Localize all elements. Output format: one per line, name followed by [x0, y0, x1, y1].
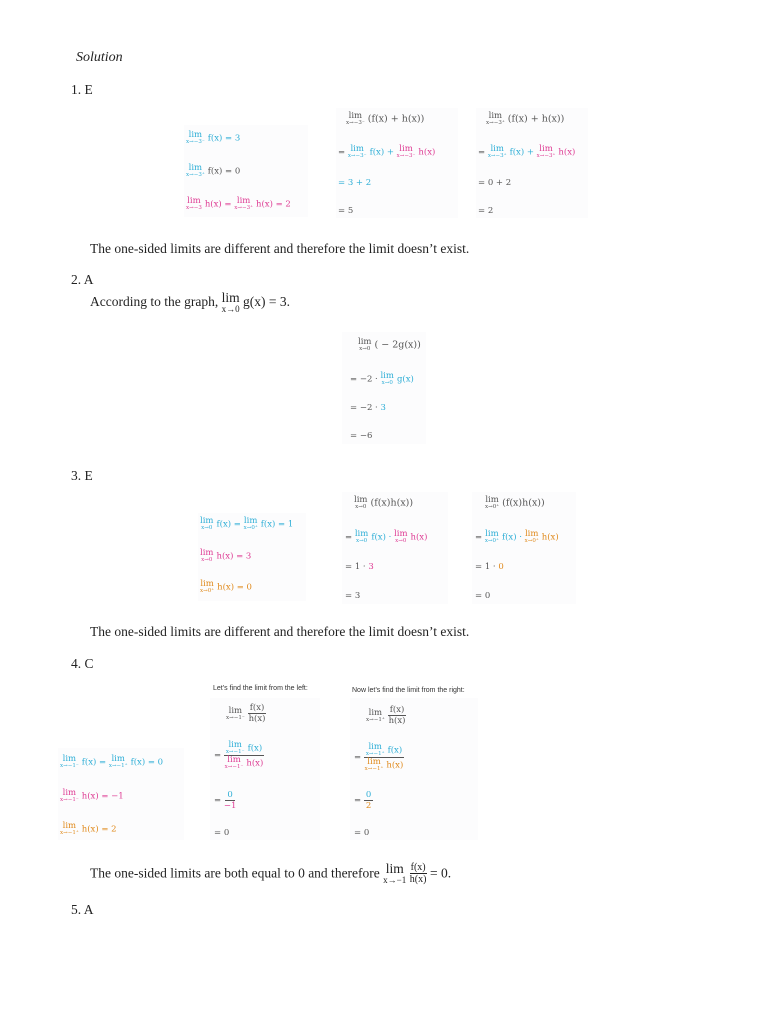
- q1-given-line-2: lim x→−3⁺ f(x) = 0: [186, 163, 241, 178]
- q4-left-header: Let’s find the limit from the left:: [213, 685, 308, 692]
- q4-left-step-3: = 0: [214, 828, 230, 838]
- q3-given-line-3: lim x→0⁺ h(x) = 0: [200, 579, 252, 594]
- answer-4-label: 4. C: [71, 656, 94, 671]
- q3-right-step-2: = 1 · 0: [475, 562, 504, 572]
- q1-left-step-3: = 5: [338, 206, 354, 216]
- q2-intro: According to the graph, lim x→0 g(x) = 3.: [90, 290, 290, 314]
- answer-3-label: 3. E: [71, 468, 93, 483]
- q4-right-head: lim x→−1⁺ $\frac{f(x)}{h(x)}$: [366, 705, 406, 726]
- q1-right-head: lim x→−3⁺ (f(x) + h(x)): [486, 111, 565, 126]
- q3-left-step-1: = lim x→0 f(x) · lim x→0 h(x): [345, 529, 428, 544]
- q3-left-head: lim x→0 (f(x)h(x)): [354, 495, 414, 510]
- q3-right-step-3: = 0: [475, 591, 491, 601]
- q3-left-step-2: = 1 · 3: [345, 562, 374, 572]
- q4-right-header: Now let’s find the limit from the right:: [352, 687, 465, 694]
- answer-1-label: 1. E: [71, 82, 93, 97]
- q4-left-step-2: = $\frac{0}{-1}$: [214, 790, 237, 811]
- q1-left-step-2: = 3 + 2: [338, 178, 372, 188]
- q2-step-2: = −2 · 3: [350, 403, 386, 413]
- q4-left-step-1: = lim x→−1⁻ f(x) lim x→−1⁻ h(x): [214, 740, 264, 770]
- q1-left-step-1: = lim x→−3⁻ f(x) + lim x→−3⁻ h(x): [338, 144, 436, 159]
- q2-step-3: = −6: [350, 431, 373, 441]
- q2-head: lim x→0 ( − 2g(x)): [358, 337, 421, 352]
- q1-given-line-1: lim x→−3⁻ f(x) = 3: [186, 130, 241, 145]
- q2-step-1: = −2 · lim x→0 g(x): [350, 371, 414, 386]
- solution-heading: Solution: [76, 50, 123, 65]
- q3-right-step-1: = lim x→0⁺ f(x) · lim x→0⁺ h(x): [475, 529, 559, 544]
- q4-right-step-1: = lim x→−1⁺ f(x) lim x→−1⁺ h(x): [354, 742, 404, 772]
- answer-5-label: 5. A: [71, 902, 94, 917]
- q3-given-line-1: lim x→0 f(x) = lim x→0⁺ f(x) = 1: [200, 516, 294, 531]
- q3-right-head: lim x→0⁺ (f(x)h(x)): [485, 495, 545, 510]
- q1-given-line-3: lim x→−3 h(x) = lim x→−3⁺ h(x) = 2: [186, 196, 291, 211]
- q1-left-head: lim x→−3⁻ (f(x) + h(x)): [346, 111, 425, 126]
- q4-conclusion: The one-sided limits are both equal to 0 and therefore lim x→−1 $\frac{f(x)}{h(x)}$ = 0.: [90, 860, 452, 885]
- q3-conclusion: The one-sided limits are different and therefore the limit doesn’t exist.: [90, 624, 470, 639]
- q4-given-line-1: lim x→−1⁻ f(x) = lim x→−1⁺ f(x) = 0: [60, 754, 164, 769]
- q1-right-step-1: = lim x→−3⁺ f(x) + lim x→−3⁺ h(x): [478, 144, 576, 159]
- q1-right-step-3: = 2: [478, 206, 494, 216]
- q4-right-step-2: = $\frac{0}{2}$: [354, 790, 372, 811]
- q4-given-line-3: lim x→−1⁺ h(x) = 2: [60, 821, 117, 836]
- q4-right-step-3: = 0: [354, 828, 370, 838]
- answer-2-label: 2. A: [71, 272, 94, 287]
- q3-left-step-3: = 3: [345, 591, 361, 601]
- q3-given-line-2: lim x→0 h(x) = 3: [200, 548, 252, 563]
- q4-left-head: lim x→−1⁻ $\frac{f(x)}{h(x)}$: [226, 703, 266, 724]
- q1-right-step-2: = 0 + 2: [478, 178, 512, 188]
- q4-given-line-2: lim x→−1⁻ h(x) = −1: [60, 788, 124, 803]
- q1-conclusion: The one-sided limits are different and therefore the limit doesn’t exist.: [90, 241, 470, 256]
